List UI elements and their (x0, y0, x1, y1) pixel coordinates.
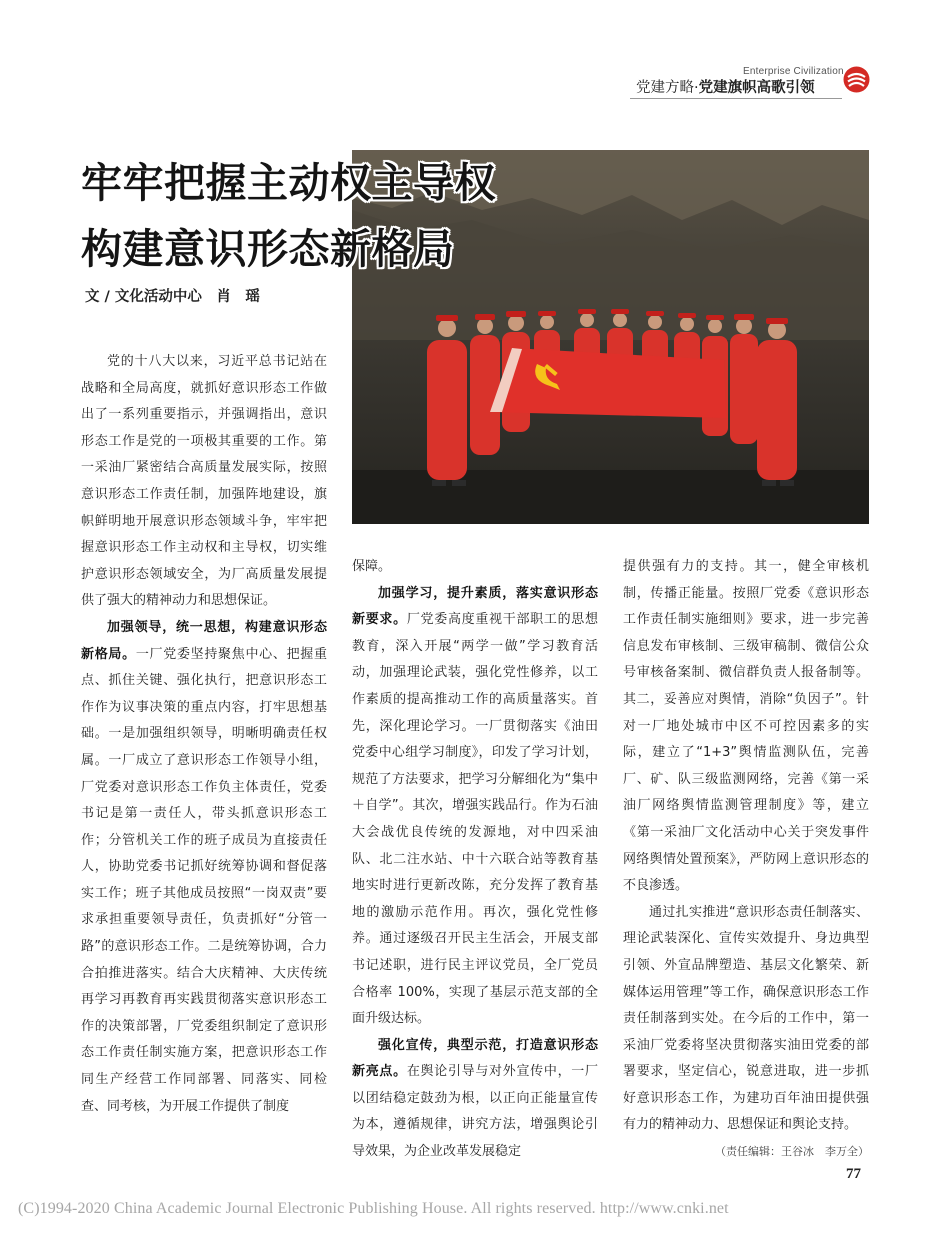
paragraph-continuation: 保障。 (352, 559, 392, 574)
page-number: 77 (846, 1166, 861, 1182)
section-header (636, 76, 815, 97)
section-lead: 加强领导，统一思想，构建意识形态新格局。 (81, 619, 327, 662)
section-english-label: Enterprise Civilization (743, 66, 844, 77)
paragraph (352, 581, 598, 1033)
section-separator: · (694, 80, 699, 96)
editor-credit: （责任编辑：王谷冰 李万全） (715, 1145, 869, 1159)
section-label: 党建方略 (636, 80, 694, 96)
body-column-2 (352, 554, 598, 1166)
body-column-1 (81, 349, 327, 1120)
paragraph-text: 厂党委高度重视干部职工的思想教育，深入开展“两学一做”学习教育活动，加强理论武装，强化党性修养，以工作素质的提高推动工作的高质量落实。首先，深化理论学习。一厂贯彻落实《油田党委中心组学习制度》，印发了学习计划，规范了方法要求，把学习分解细化为“集中＋自学”。其次，增强实践品行。作为石油大会战优良传统的发源地，对中四采油队、北二注水站、中十六联合站等教育基地实时进行更新改陈，充分发挥了教育基地的激励示范作用。再次，强化党性修养。通过逐级召开民主生活会，开展支部书记述职，进行民主评议党员，全厂党员合格率 100%，实现了基层示范支部的全面升级达标。 (352, 612, 598, 1027)
paragraph (352, 1033, 598, 1166)
paragraph-text: 通过扎实推进“意识形态责任制落实、理论武装深化、宣传实效提升、身边典型引领、外宣品牌塑造、基层文化繁荣、新媒体运用管理”等工作，确保意识形态工作责任制落到实处。在今后的工作中，第一采油厂党委将坚决贯彻落实油田党委的部署要求，坚定信心，锐意进取，进一步抓好意识形态工作，为建功百年油田提供强有力的精神动力、思想保证和舆论支持。 (623, 904, 869, 1133)
body-column-3 (623, 554, 869, 1166)
column-label: 党建旗帜高歌引领 (698, 80, 815, 96)
paragraph: 党的十八大以来，习近平总书记站在战略和全局高度，就抓好意识形态工作做出了一系列重要指示，并强调指出，意识形态工作是党的一项极其重要的工作。第一采油厂紧密结合高质量发展实际，按照意识形态工作责任制，加强阵地建设，旗帜鲜明地开展意识形态领域斗争，牢牢把握意识形态工作主动权和主导权，切实维护意识形态领域安全，为厂高质量发展提供了强大的精神动力和思想保证。 (81, 354, 327, 609)
paragraph-text: 在舆论引导与对外宣传中，一厂以团结稳定鼓劲为根，以正向正能量宣传为本，遵循规律，讲究方法，增强舆论引导效果，为企业改革发展稳定 (352, 1064, 598, 1160)
article-title-line-2: 构建意识形态新格局 (81, 225, 455, 273)
paragraph-continuation: 提供强有力的支持。其一，健全审核机制，传播正能量。按照厂党委《意识形态工作责任制实施细则》要求，进一步完善信息发布审核制、三级审稿制、微信公众号审核备案制、微信群负责人报备制等。其二，妥善应对舆情，消除“负因子”。针对一厂地处城市中区不可控因素多的实际，建立了“1+3”舆情监测队伍，完善厂、矿、队三级监测网络，完善《第一采油厂网络舆情监测管理制度》等，建立《第一采油厂文化活动中心关于突发事件网络舆情处置预案》，严防网上意识形态的不良渗透。 (623, 559, 869, 894)
section-lead: 加强学习，提升素质，落实意识形态新要求。 (352, 585, 598, 628)
enterprise-civilization-logo-icon (843, 66, 870, 93)
article-byline: 文 / 文化活动中心 肖 瑶 (85, 289, 260, 305)
section-lead: 强化宣传，典型示范，打造意识形态新亮点。 (352, 1037, 598, 1080)
paragraph-text: 一厂党委坚持聚焦中心、把握重点、抓住关键、强化执行，把意识形态工作作为议事决策的重点内容，打牢思想基础。一是加强组织领导，明晰明确责任权属。一厂成立了意识形态工作领导小组，厂党委对意识形态工作负主体责任，党委书记是第一责任人，带头抓意识形态工作；分管机关工作的班子成员为直接责任人，协助党委书记抓好统筹协调和督促落实工作；班子其他成员按照“一岗双责”要求承担重要领导责任，负责抓好“分管一路”的意识形态工作。二是统筹协调，合力合拍推进落实。结合大庆精神、大庆传统再学习再教育再实践贯彻落实意识形态工作的决策部署，厂党委组织制定了意识形态工作责任制实施方案，把意识形态工作同生产经营工作同部署、同落实、同检查、同考核，为开展工作提供了制度 (81, 646, 327, 1114)
header-divider (630, 98, 842, 99)
copyright-footer: (C)1994-2020 China Academic Journal Electronic Publishing House. All rights reserved. http://www.cnki.net (18, 1200, 729, 1217)
article-title-line-1: 牢牢把握主动权主导权 (81, 159, 496, 207)
paragraph (81, 615, 327, 1120)
paragraph (623, 900, 869, 1159)
